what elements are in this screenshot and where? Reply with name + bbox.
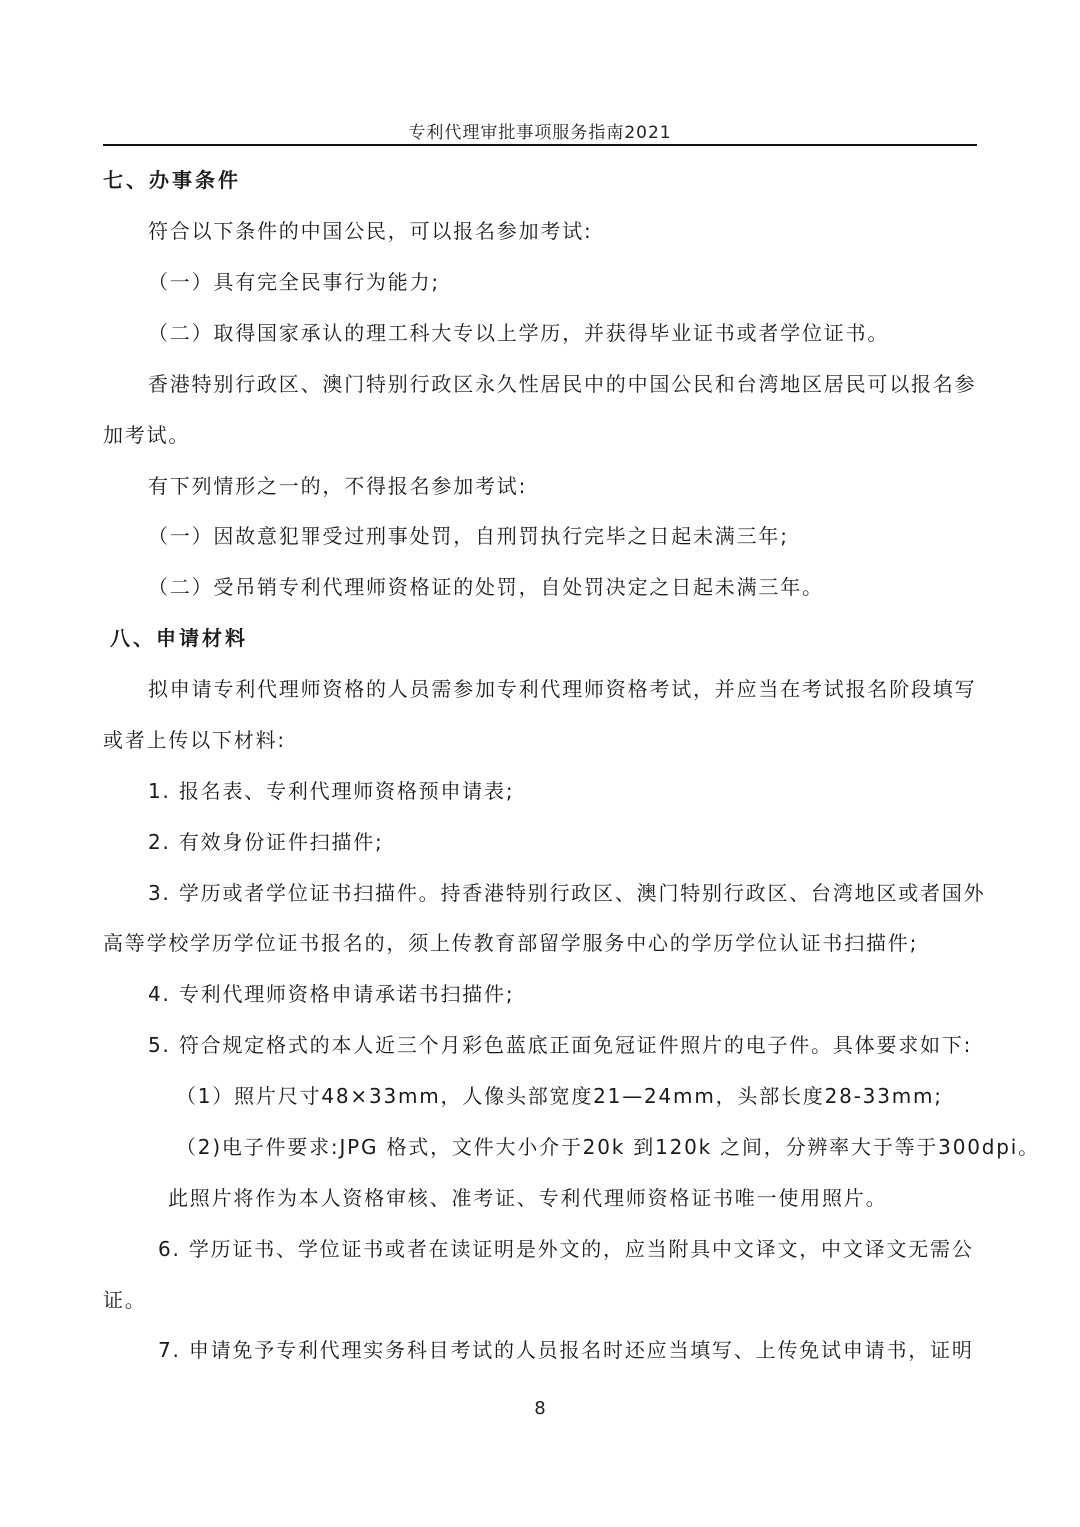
list-item: 6. 学历证书、学位证书或者在读证明是外文的，应当附具中文译文，中文译文无需公 xyxy=(158,1237,974,1261)
list-item: 2. 有效身份证件扫描件; xyxy=(148,830,384,854)
sub-list-item: （2)电子件要求:JPG 格式，文件大小介于20k 到120k 之间，分辨率大于等于300dpi。 xyxy=(176,1135,1040,1159)
paragraph: （一）具有完全民事行为能力; xyxy=(148,270,440,294)
header-divider xyxy=(103,144,977,146)
paragraph: 有下列情形之一的，不得报名参加考试: xyxy=(148,474,528,498)
paragraph: 拟申请专利代理师资格的人员需参加专利代理师资格考试，并应当在考试报名阶段填写 xyxy=(148,677,977,701)
paragraph: （二）受吊销专利代理师资格证的处罚，自处罚决定之日起未满三年。 xyxy=(148,575,824,599)
paragraph: 符合以下条件的中国公民，可以报名参加考试: xyxy=(148,219,593,243)
page-number: 8 xyxy=(534,1398,546,1419)
list-item-continuation: 证。 xyxy=(103,1288,147,1312)
list-item: 5. 符合规定格式的本人近三个月彩色蓝底正面免冠证件照片的电子件。具体要求如下: xyxy=(148,1033,973,1057)
paragraph: （二）取得国家承认的理工科大专以上学历，并获得毕业证书或者学位证书。 xyxy=(148,321,890,345)
list-item: 3. 学历或者学位证书扫描件。持香港特别行政区、澳门特别行政区、台湾地区或者国外 xyxy=(148,881,986,905)
section-8-heading: 八、申请材料 xyxy=(110,626,248,650)
paragraph: 香港特别行政区、澳门特别行政区永久性居民中的中国公民和台湾地区居民可以报名参 xyxy=(148,372,977,396)
running-header: 专利代理审批事项服务指南2021 xyxy=(408,123,672,143)
sub-list-note: 此照片将作为本人资格审核、准考证、专利代理师资格证书唯一使用照片。 xyxy=(168,1186,888,1210)
list-item: 7. 申请免予专利代理实务科目考试的人员报名时还应当填写、上传免试申请书，证明 xyxy=(158,1338,974,1362)
section-7-heading: 七、办事条件 xyxy=(103,168,241,192)
paragraph-continuation: 或者上传以下材料: xyxy=(103,728,286,752)
list-item-continuation: 高等学校学历学位证书报名的，须上传教育部留学服务中心的学历学位认证书扫描件; xyxy=(103,931,919,955)
paragraph-continuation: 加考试。 xyxy=(103,423,191,447)
sub-list-item: （1）照片尺寸48×33mm，人像头部宽度21—24mm，头部长度28-33mm; xyxy=(176,1084,943,1108)
paragraph: （一）因故意犯罪受过刑事处罚，自刑罚执行完毕之日起未满三年; xyxy=(148,524,789,548)
list-item: 4. 专利代理师资格申请承诺书扫描件; xyxy=(148,982,515,1006)
list-item: 1. 报名表、专利代理师资格预申请表; xyxy=(148,779,515,803)
